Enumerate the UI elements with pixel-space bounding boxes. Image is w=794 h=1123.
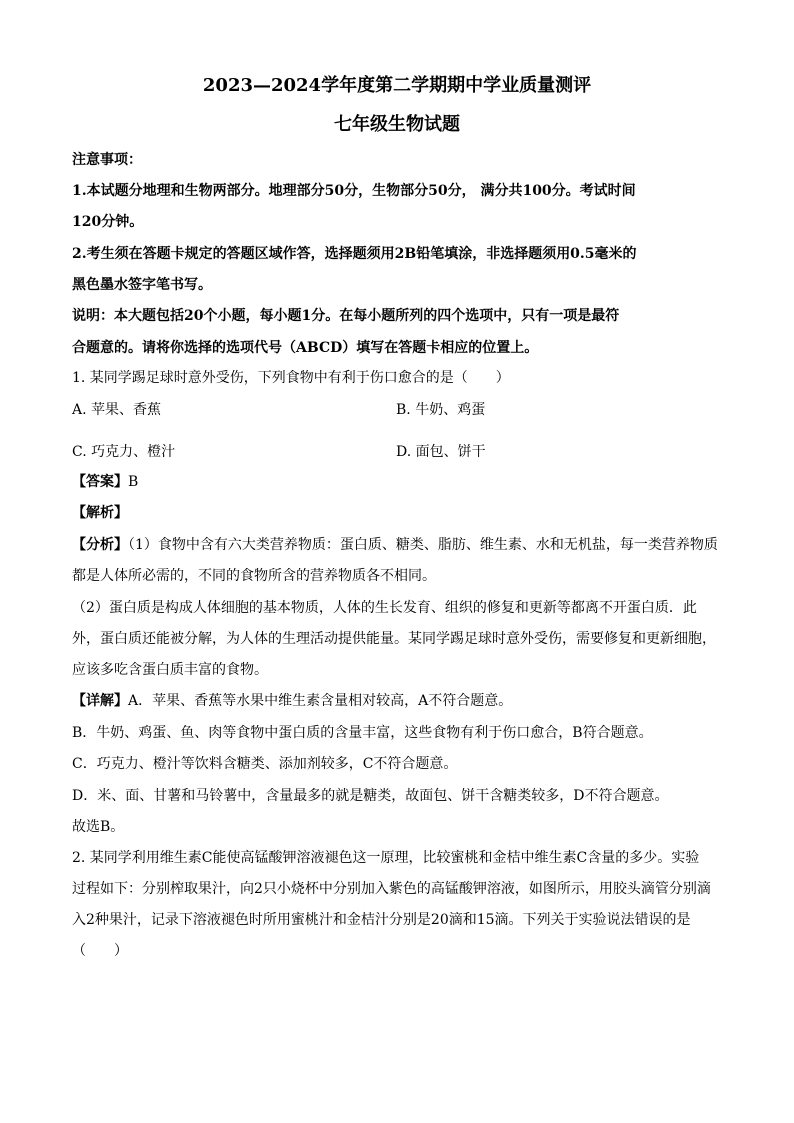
q1-detail-d: D．米、面、甘薯和马铃薯中，含量最多的就是糖类，故面包、饼干含糖类较多，D不符合题意。 <box>72 788 669 804</box>
q1-answer-line <box>72 472 724 492</box>
q1-fenxi-line-2: （2）蛋白质是构成人体细胞的基本物质，人体的生长发育、组织的修复和更新等都离不开蛋白质．此 <box>72 600 697 616</box>
q1-option-c: C. 巧克力、橙汁 <box>72 444 176 460</box>
q2-line-4: （ ） <box>72 943 128 959</box>
notice-line-3-cont: 合题意的。请将你选择的选项代号（ABCD）填写在答题卡相应的位置上。 <box>72 340 539 356</box>
q2-line-3: 入2种果汁，记录下溶液褪色时所用蜜桃汁和金桔汁分别是20滴和15滴。下列关于实验说法错误的是 <box>72 912 691 928</box>
q2-line-2: 过程如下：分别榨取果汁，向2只小烧杯中分别加入紫色的高锰酸钾溶液，如图所示，用胶头滴管分别滴 <box>72 881 711 897</box>
q1-option-b: B. 牛奶、鸡蛋 <box>396 402 486 418</box>
exam-subtitle: 七年级生物试题 <box>334 114 460 135</box>
detail-tag: 【详解】 <box>72 693 128 709</box>
notice-line-3: 说明：本大题包括20个小题，每小题1分。在每小题所列的四个选项中，只有一项是最符 <box>72 308 620 324</box>
q1-option-d: D. 面包、饼干 <box>396 444 486 460</box>
detail-a-text: A．苹果、香蕉等水果中维生素含量相对较高，A不符合题意。 <box>128 693 513 709</box>
exam-title: 2023—2024学年度第二学期期中学业质量测评 <box>202 75 592 96</box>
answer-tag: 【答案】 <box>72 474 128 490</box>
fenxi-tag: 【分析】 <box>72 537 128 553</box>
notice-line-2: 2.考生须在答题卡规定的答题区域作答，选择题须用2B铅笔填涂，非选择题须用0.5毫米的 <box>72 246 637 262</box>
q1-fenxi-line-1 <box>72 535 724 555</box>
q2-line-1: 2. 某同学利用维生素C能使高锰酸钾溶液褪色这一原理，比较蜜桃和金桔中维生素C含量的多少。实验 <box>72 850 700 866</box>
q1-option-a: A. 苹果、香蕉 <box>72 402 162 418</box>
fenxi-text-1: （1）食物中含有六大类营养物质：蛋白质、糖类、脂肪、维生素、水和无机盐，每一类营养物质 <box>128 537 718 553</box>
notice-line-1: 1.本试题分地理和生物两部分。地理部分50分，生物部分50分， 满分共100分。考试时间 <box>72 183 636 199</box>
analysis-tag: 【解析】 <box>72 505 128 521</box>
q1-stem: 1. 某同学踢足球时意外受伤，下列食物中有利于伤口愈合的是（ ） <box>72 370 510 386</box>
answer-value: B <box>128 474 139 490</box>
q1-fenxi-line-2-end: 应该多吃含蛋白质丰富的食物。 <box>72 662 268 678</box>
q1-detail-c: C．巧克力、橙汁等饮料含糖类、添加剂较多，C不符合题意。 <box>72 756 458 772</box>
q1-fenxi-line-1-cont: 都是人体所必需的，不同的食物所含的营养物质各不相同。 <box>72 568 436 584</box>
notice-heading: 注意事项： <box>72 152 142 168</box>
q1-fenxi-line-2-cont: 外，蛋白质还能被分解，为人体的生理活动提供能量。某同学踢足球时意外受伤，需要修复和更新细胞， <box>72 631 716 647</box>
q1-detail-b: B．牛奶、鸡蛋、鱼、肉等食物中蛋白质的含量丰富，这些食物有利于伤口愈合，B符合题意。 <box>72 725 653 741</box>
notice-line-1-cont: 120分钟。 <box>72 214 144 230</box>
q1-analysis-tag-line <box>72 503 724 523</box>
notice-line-2-cont: 黑色墨水签字笔书写。 <box>72 277 212 293</box>
q1-conclusion: 故选B。 <box>72 819 125 835</box>
q1-detail-a <box>72 691 724 711</box>
